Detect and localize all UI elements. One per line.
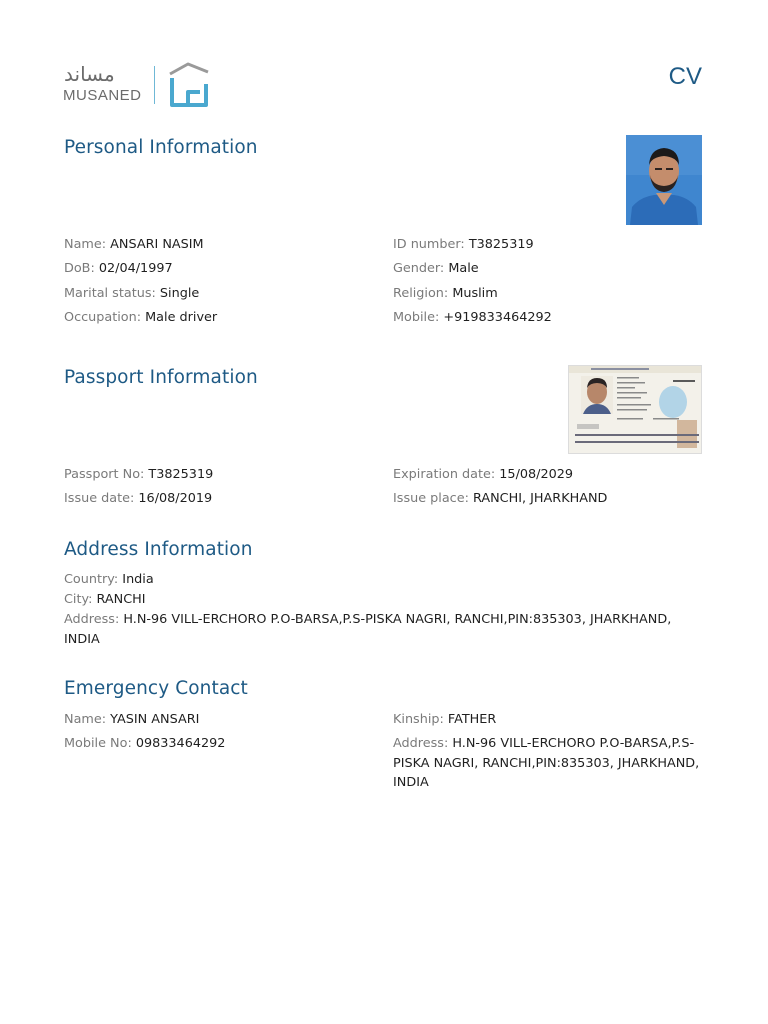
gender-value: Male bbox=[448, 261, 479, 276]
id-number-label: ID number: bbox=[393, 237, 465, 252]
emergency-name-row bbox=[64, 710, 384, 730]
personal-name-row bbox=[64, 235, 384, 255]
emergency-mobile-label: Mobile No: bbox=[64, 736, 132, 751]
expiration-date-value: 15/08/2029 bbox=[499, 467, 574, 482]
city-value: RANCHI bbox=[96, 592, 146, 607]
religion-row bbox=[393, 284, 703, 304]
marital-status-label: Marital status: bbox=[64, 286, 156, 301]
dob-label: DoB: bbox=[64, 261, 95, 276]
id-number-row bbox=[393, 235, 703, 255]
passport-page-icon bbox=[569, 366, 702, 454]
marital-status-row bbox=[64, 284, 384, 304]
gender-row bbox=[393, 259, 703, 279]
address-value: H.N-96 VILL-ERCHORO P.O-BARSA,P.S-PISKA NAGRI, RANCHI,PIN:835303, JHARKHAND, INDIA bbox=[64, 612, 672, 647]
emergency-contact-heading: Emergency Contact bbox=[64, 678, 248, 699]
emergency-mobile-value: 09833464292 bbox=[135, 736, 226, 751]
personal-info-heading: Personal Information bbox=[64, 137, 258, 158]
logo-latin-text: MUSANED bbox=[63, 87, 142, 104]
mobile-row bbox=[393, 308, 703, 328]
id-number-value: T3825319 bbox=[468, 237, 534, 252]
occupation-label: Occupation: bbox=[64, 310, 142, 325]
city-label: City: bbox=[64, 592, 93, 607]
issue-date-row bbox=[64, 489, 384, 509]
issue-date-value: 16/08/2019 bbox=[138, 491, 213, 506]
passport-number-value: T3825319 bbox=[148, 467, 214, 482]
passport-info-heading: Passport Information bbox=[64, 367, 258, 388]
expiration-date-label: Expiration date: bbox=[393, 467, 496, 482]
address-row bbox=[64, 610, 704, 649]
passport-number-label: Passport No: bbox=[64, 467, 145, 482]
document-title: CV bbox=[668, 63, 702, 90]
passport-number-row bbox=[64, 465, 384, 485]
emergency-name-label: Name: bbox=[64, 712, 107, 727]
occupation-row bbox=[64, 308, 384, 328]
gender-label: Gender: bbox=[393, 261, 445, 276]
profile-photo bbox=[626, 135, 702, 225]
kinship-label: Kinship: bbox=[393, 712, 444, 727]
dob-value: 02/04/1997 bbox=[98, 261, 173, 276]
emergency-name-value: YASIN ANSARI bbox=[110, 712, 200, 727]
address-label: Address: bbox=[64, 612, 120, 627]
kinship-value: FATHER bbox=[447, 712, 497, 727]
country-value: India bbox=[122, 572, 154, 587]
logo-arabic-text: مساند bbox=[64, 62, 115, 86]
issue-place-label: Issue place: bbox=[393, 491, 469, 506]
issue-place-row bbox=[393, 489, 703, 509]
logo-divider bbox=[154, 66, 155, 104]
mobile-value: +919833464292 bbox=[443, 310, 552, 325]
issue-place-value: RANCHI, JHARKHAND bbox=[472, 491, 608, 506]
expiration-date-row bbox=[393, 465, 703, 485]
name-value: ANSARI NASIM bbox=[110, 237, 204, 252]
country-label: Country: bbox=[64, 572, 119, 587]
religion-value: Muslim bbox=[452, 286, 498, 301]
person-portrait-icon bbox=[626, 135, 702, 225]
emergency-mobile-row bbox=[64, 734, 384, 754]
name-label: Name: bbox=[64, 237, 107, 252]
issue-date-label: Issue date: bbox=[64, 491, 135, 506]
dob-row bbox=[64, 259, 384, 279]
mobile-label: Mobile: bbox=[393, 310, 440, 325]
city-row bbox=[64, 590, 704, 610]
logo-house-icon bbox=[164, 62, 212, 108]
marital-status-value: Single bbox=[159, 286, 200, 301]
passport-scan-image bbox=[568, 365, 702, 454]
occupation-value: Male driver bbox=[145, 310, 218, 325]
religion-label: Religion: bbox=[393, 286, 449, 301]
kinship-row bbox=[393, 710, 703, 730]
emergency-address-row bbox=[393, 734, 703, 793]
musaned-logo bbox=[63, 62, 213, 108]
country-row bbox=[64, 570, 704, 590]
emergency-address-label: Address: bbox=[393, 736, 449, 751]
emergency-address-value: H.N-96 VILL-ERCHORO P.O-BARSA,P.S-PISKA NAGRI, RANCHI,PIN:835303, JHARKHAND, INDIA bbox=[393, 736, 700, 790]
address-info-heading: Address Information bbox=[64, 539, 253, 560]
